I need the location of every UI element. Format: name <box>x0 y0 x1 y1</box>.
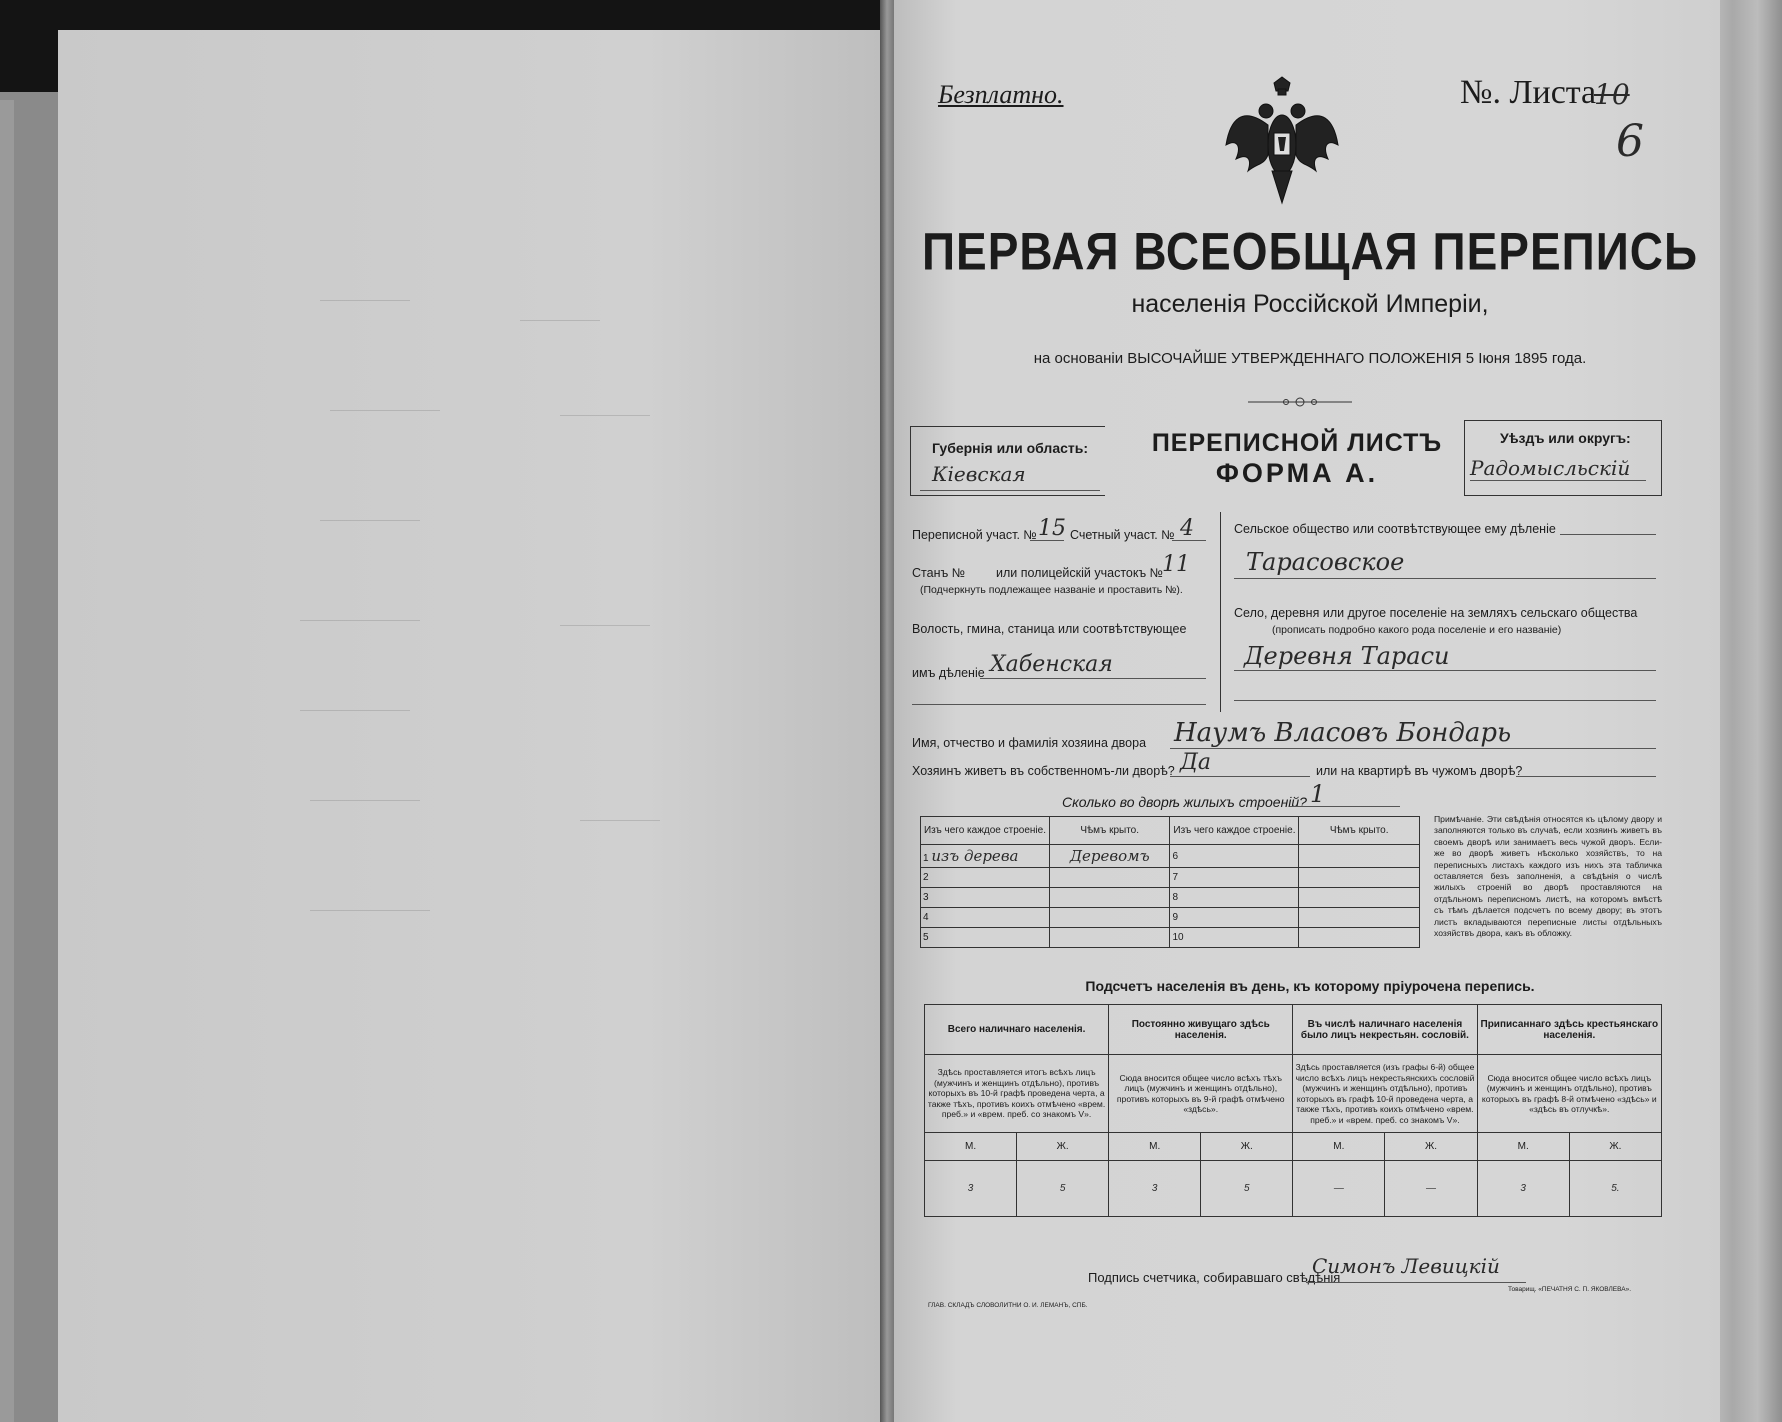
buildings-label: Сколько во дворѣ жилыхъ строеній? <box>1062 794 1307 810</box>
signature-label: Подпись счетчика, собиравшаго свѣдѣнія <box>1088 1270 1341 1285</box>
female-label: Ж. <box>1201 1133 1293 1161</box>
volost-underline <box>980 678 1206 679</box>
building-row: 7 <box>1170 868 1299 888</box>
count-col-desc: Здѣсь проставляется (изъ графы 6-й) общее число всѣхъ лицъ некрестьянскихъ сословій (мужчинъ и женщинъ отдѣльно), противъ которыхъ въ графѣ 10-й проведена черта, а также тѣхъ, противъ коихъ отмѣчено «врем. преб.» и «врем. преб. со знакомъ V». <box>1293 1055 1477 1133</box>
count-col-head: Приписаннаго здѣсь крестьянскаго населенія. <box>1477 1005 1661 1055</box>
building-roof-cell <box>1299 868 1420 888</box>
male-label: М. <box>925 1133 1017 1161</box>
form-title <box>1112 428 1482 488</box>
count-col-desc: Здѣсь проставляется итогъ всѣхъ лицъ (мужчинъ и женщинъ отдѣльно), противъ которыхъ въ 10-й графѣ проведена черта, а также тѣхъ, противъ коихъ отмѣчено «врем. преб.» и «врем. преб. со знакомъ V». <box>925 1055 1109 1133</box>
sheet-number-corrected: 6 <box>1616 116 1644 167</box>
bleed-through-mark <box>560 625 650 626</box>
building-row: 9 <box>1170 908 1299 928</box>
page-subtitle: населенія Россійской Имперіи, <box>1131 290 1489 318</box>
building-roof-cell: Деревомъ <box>1049 845 1170 868</box>
bleed-through-mark <box>300 710 410 711</box>
society-underline-2 <box>1234 578 1656 579</box>
building-row: 10 <box>1170 928 1299 948</box>
population-count-table <box>924 1004 1662 1217</box>
free-label: Безплатно. <box>938 80 1064 109</box>
underline-note: (Подчеркнуть подлежащее названіе и проставить №). <box>920 584 1183 596</box>
village-underline <box>1234 670 1656 671</box>
count-value-male: 3 <box>1477 1161 1569 1217</box>
col-roof-header: Чѣмъ крыто. <box>1049 817 1170 845</box>
sheet-number-value: 10 <box>1594 78 1630 111</box>
count-col-desc: Сюда вносится общее число всѣхъ лицъ (мужчинъ и женщинъ отдѣльно), противъ которыхъ въ графѣ 8-й отмѣчено «здѣсь» и «здѣсь въ отлучкѣ». <box>1477 1055 1661 1133</box>
count-value-male: — <box>1293 1161 1385 1217</box>
imperial-eagle-icon <box>1222 75 1342 210</box>
bleed-through-mark <box>580 820 660 821</box>
count-value-female: 5. <box>1569 1161 1661 1217</box>
building-row: 4 <box>921 908 1050 928</box>
owner-label: Имя, отчество и фамилія хозяина двора <box>912 736 1147 750</box>
ornament-divider-icon <box>1248 396 1352 408</box>
count-value-male: 3 <box>925 1161 1017 1217</box>
society-label: Сельское общество или соотвѣтствующее ему дѣленіе <box>1234 522 1556 536</box>
buildings-note: Примѣчаніе. Эти свѣдѣнія относятся къ цѣлому двору и заполняются только въ случаѣ, если хозяинъ живетъ въ своемъ дворѣ или занимаетъ весь чужой дворъ. Если-же во дворѣ живетъ нѣсколько хозяйствъ, то на переписныхъ листахъ каждого изъ нихъ эта табличка оставляется безъ заполненія, а свѣдѣнія о числѣ жилыхъ строеній во дворѣ проставляются на отдѣльномъ переписномъ листѣ, на которомъ вмѣстѣ съ тѣмъ дѣлается подсчетъ по всему двору; въ этотъ листъ вкладываются переписные листы отдѣльныхъ хозяйствъ двора, какъ въ обложку. <box>1434 814 1662 939</box>
count-col-head: Постоянно живущаго здѣсь населенія. <box>1109 1005 1293 1055</box>
female-label: Ж. <box>1569 1133 1661 1161</box>
gubernia-label: Губернія или область: <box>932 440 1089 456</box>
printer-left: ГЛАВ. СКЛАДЪ СЛОВОЛИТНИ О. И. ЛЕМАНЪ, СПБ. <box>928 1302 1088 1309</box>
count-value-female: 5 <box>1201 1161 1293 1217</box>
building-roof-cell <box>1049 928 1170 948</box>
gubernia-underline <box>920 490 1100 491</box>
sheet-number-label: №. Листа <box>1460 74 1597 111</box>
field-underline <box>1172 540 1206 541</box>
uezd-underline <box>1470 480 1646 481</box>
bleed-through-mark <box>560 415 650 416</box>
bleed-through-mark <box>300 620 420 621</box>
count-col-head: Всего наличнаго населенія. <box>925 1005 1109 1055</box>
counting-district-label: Счетный участ. № <box>1070 528 1175 542</box>
village-note: (прописать подробно какого рода поселеніе и его названіе) <box>1272 624 1562 636</box>
male-label: М. <box>1477 1133 1569 1161</box>
owner-value: Наумъ Власовъ Бондарь <box>1174 718 1512 748</box>
left-page <box>58 30 897 1422</box>
building-roof-cell <box>1299 908 1420 928</box>
signature-value: Симонъ Левицкій <box>1312 1254 1500 1278</box>
volost-value: Хабенская <box>990 652 1113 677</box>
building-row: 1 изъ дерева <box>921 845 1050 868</box>
book-gutter <box>880 0 894 1422</box>
count-value-male: 3 <box>1109 1161 1201 1217</box>
census-district-value: 15 <box>1038 516 1066 541</box>
rented-label: или на квартирѣ въ чужомъ дворѣ? <box>1316 764 1523 778</box>
census-district-label: Переписной участ. № <box>912 528 1037 542</box>
field-underline <box>1030 540 1064 541</box>
count-col-head: Въ числѣ наличнаго населенія было лицъ некрестьян. сословій. <box>1293 1005 1477 1055</box>
building-roof-cell <box>1049 908 1170 928</box>
building-row: 2 <box>921 868 1050 888</box>
building-row: 3 <box>921 888 1050 908</box>
bleed-through-mark <box>320 300 410 301</box>
female-label: Ж. <box>1385 1133 1477 1161</box>
count-title: Подсчетъ населенія въ день, къ которому пріурочена перепись. <box>1085 978 1535 994</box>
buildings-value: 1 <box>1310 780 1326 808</box>
column-divider <box>1220 512 1221 712</box>
village-value: Деревня Тараси <box>1244 642 1450 670</box>
uezd-label: Уѣздъ или округъ: <box>1500 430 1631 446</box>
village-underline-2 <box>1234 700 1656 701</box>
buildings-table <box>920 816 1420 948</box>
signature-underline <box>1306 1282 1526 1283</box>
police-district-label: или полицейскій участокъ № <box>996 566 1164 580</box>
bleed-through-mark <box>310 910 430 911</box>
count-value-female: — <box>1385 1161 1477 1217</box>
society-value: Тарасовское <box>1246 548 1405 576</box>
female-label: Ж. <box>1017 1133 1109 1161</box>
building-roof-cell <box>1299 928 1420 948</box>
building-roof-cell <box>1299 888 1420 908</box>
volost-label: Волость, гмина, станица или соотвѣтствующее <box>912 622 1187 636</box>
col-material-header: Изъ чего каждое строеніе. <box>1170 817 1299 845</box>
rented-underline <box>1516 776 1656 777</box>
owner-underline <box>1170 748 1656 749</box>
col-material-header: Изъ чего каждое строеніе. <box>921 817 1050 845</box>
book-edge-left-inner <box>0 100 14 1422</box>
volost-label-2: имъ дѣленіе <box>912 666 985 680</box>
own-yard-value: Да <box>1180 750 1212 775</box>
bleed-through-mark <box>310 800 420 801</box>
form-title-line1: ПЕРЕПИСНОЙ ЛИСТЪ <box>1151 429 1443 457</box>
own-yard-underline <box>1170 776 1310 777</box>
police-district-value: 11 <box>1162 552 1190 577</box>
village-label: Село, деревня или другое поселеніе на земляхъ сельскаго общества <box>1234 606 1638 620</box>
bleed-through-mark <box>520 320 600 321</box>
bleed-through-mark <box>330 410 440 411</box>
building-roof-cell <box>1049 868 1170 888</box>
buildings-underline <box>1290 806 1400 807</box>
gubernia-value: Кіевская <box>932 462 1026 486</box>
form-title-line2: ФОРМА А. <box>1215 458 1379 488</box>
building-row: 5 <box>921 928 1050 948</box>
bleed-through-mark <box>320 520 420 521</box>
page-title: ПЕРВАЯ ВСЕОБЩАЯ ПЕРЕПИСЬ <box>921 221 1699 281</box>
building-row: 8 <box>1170 888 1299 908</box>
printer-right: Товарищ. «ПЕЧАТНЯ С. П. ЯКОВЛЕВА». <box>1508 1286 1632 1293</box>
male-label: М. <box>1293 1133 1385 1161</box>
building-roof-cell <box>1299 845 1420 868</box>
count-value-female: 5 <box>1017 1161 1109 1217</box>
own-yard-label: Хозяинъ живетъ въ собственномъ-ли дворѣ? <box>912 764 1175 778</box>
count-col-desc: Сюда вносится общее число всѣхъ тѣхъ лицъ (мужчинъ и женщинъ отдѣльно), противъ которыхъ въ 9-й графѣ отмѣчено «здѣсь». <box>1109 1055 1293 1133</box>
building-row: 6 <box>1170 845 1299 868</box>
uezd-value: Радомысльскій <box>1470 456 1631 480</box>
col-roof-header: Чѣмъ крыто. <box>1299 817 1420 845</box>
counting-district-value: 4 <box>1180 516 1194 541</box>
volost-underline-2 <box>912 704 1206 705</box>
building-roof-cell <box>1049 888 1170 908</box>
society-underline <box>1560 534 1656 535</box>
male-label: М. <box>1109 1133 1201 1161</box>
stan-label: Станъ № <box>912 566 966 580</box>
legal-basis-line: на основаніи ВЫСОЧАЙШЕ УТВЕРЖДЕННАГО ПОЛОЖЕНІЯ 5 Іюня 1895 года. <box>1033 350 1587 367</box>
